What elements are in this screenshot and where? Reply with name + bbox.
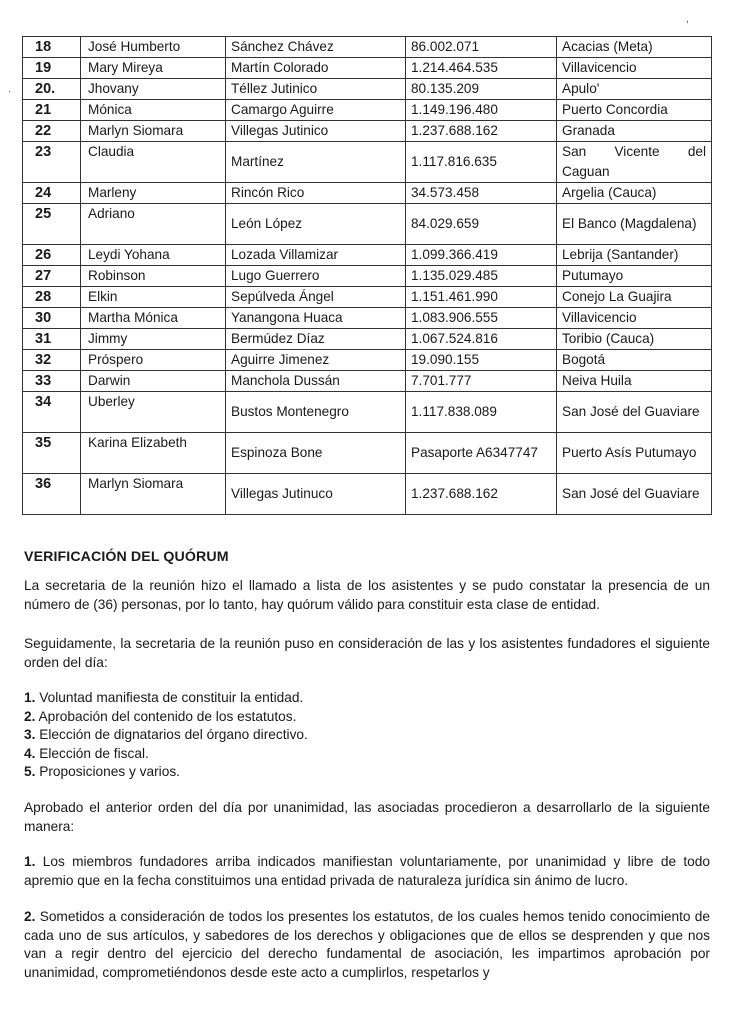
last-name-cell: Bermúdez Díaz (226, 329, 406, 350)
table-row (23, 308, 712, 329)
first-name-cell: Próspero (81, 350, 226, 371)
row-number-cell: 27 (23, 266, 81, 287)
first-name-cell: Jhovany (81, 79, 226, 100)
id-number-cell: 1.151.461.990 (406, 287, 557, 308)
city-cell: Argelia (Cauca) (557, 183, 712, 204)
id-number-cell: 1.083.906.555 (406, 308, 557, 329)
city-cell: San Vicente del Caguan (557, 142, 712, 183)
first-name-cell: Jimmy (81, 329, 226, 350)
id-number-cell: 19.090.155 (406, 350, 557, 371)
last-name-cell: Sánchez Chávez (226, 37, 406, 58)
row-number-cell: 21 (23, 100, 81, 121)
table-row (23, 350, 712, 371)
last-name-cell: Martín Colorado (226, 58, 406, 79)
first-name-cell: Adriano (81, 204, 226, 245)
table-row (23, 392, 712, 433)
table-row (23, 142, 712, 183)
table-row (23, 58, 712, 79)
last-name-cell: Espinoza Bone (226, 433, 406, 474)
city-cell: Lebrija (Santander) (557, 245, 712, 266)
agenda-list (24, 689, 710, 782)
last-name-cell: Bustos Montenegro (226, 392, 406, 433)
id-number-cell: 1.135.029.485 (406, 266, 557, 287)
id-number-cell: 1.067.524.816 (406, 329, 557, 350)
row-number-cell: 19 (23, 58, 81, 79)
row-number-cell: 25 (23, 204, 81, 245)
last-name-cell: Villegas Jutinuco (226, 474, 406, 515)
table-row (23, 37, 712, 58)
first-name-cell: Leydi Yohana (81, 245, 226, 266)
table-row (23, 204, 712, 245)
attendees-table-body (23, 37, 712, 515)
first-name-cell: Robinson (81, 266, 226, 287)
table-row (23, 433, 712, 474)
table-row (23, 266, 712, 287)
row-number-cell: 36 (23, 474, 81, 515)
last-name-cell: Martínez (226, 142, 406, 183)
row-number-cell: 28 (23, 287, 81, 308)
row-number-cell: 20. (23, 79, 81, 100)
table-row (23, 100, 712, 121)
city-cell: Villavicencio (557, 58, 712, 79)
last-name-cell: Manchola Dussán (226, 371, 406, 392)
city-cell: Neiva Huila (557, 371, 712, 392)
id-number-cell: 1.237.688.162 (406, 474, 557, 515)
city-cell: Granada (557, 121, 712, 142)
city-cell: Puerto Asís Putumayo (557, 433, 712, 474)
row-number-cell: 18 (23, 37, 81, 58)
first-name-cell: Uberley (81, 392, 226, 433)
id-number-cell: 1.237.688.162 (406, 121, 557, 142)
row-number-cell: 35 (23, 433, 81, 474)
agenda-intro-paragraph: Seguidamente, la secretaria de la reunión puso en consideración de las y los asistentes fundadores el siguiente orden del día: (24, 636, 710, 670)
last-name-cell: Camargo Aguirre (226, 100, 406, 121)
first-name-cell: Darwin (81, 371, 226, 392)
table-row (23, 121, 712, 142)
last-name-cell: Sepúlveda Ángel (226, 287, 406, 308)
point-two-paragraph: 2. Sometidos a consideración de todos los presentes los estatutos, de los cuales hemos tenido conocimiento de cada uno de sus artículos, y sabedores de los derechos y obligaciones que de ellos se desprenden y que nos van a regir dentro del ejercicio del derecho fundamental de asociación, les impartimos aprobación por unanimidad, comprometiéndonos desde este acto a cumplirlos, respetarlos y (24, 909, 710, 980)
scan-mark: , (686, 14, 689, 25)
last-name-cell: León López (226, 204, 406, 245)
first-name-cell: Marlyn Siomara (81, 474, 226, 515)
first-name-cell: Marleny (81, 183, 226, 204)
scan-mark: · (8, 86, 12, 97)
last-name-cell: Yanangona Huaca (226, 308, 406, 329)
row-number-cell: 23 (23, 142, 81, 183)
id-number-cell: 7.701.777 (406, 371, 557, 392)
table-row (23, 287, 712, 308)
row-number-cell: 26 (23, 245, 81, 266)
first-name-cell: Claudia (81, 142, 226, 183)
table-row (23, 183, 712, 204)
quorum-paragraph: La secretaria de la reunión hizo el llamado a lista de los asistentes y se pudo constatar la presencia de un número de (36) personas, por lo tanto, hay quórum válido para constituir esta clase de entidad. (24, 578, 710, 612)
row-number-cell: 31 (23, 329, 81, 350)
id-number-cell: Pasaporte A6347747 (406, 433, 557, 474)
id-number-cell: 1.117.816.635 (406, 142, 557, 183)
row-number-cell: 32 (23, 350, 81, 371)
row-number-cell: 22 (23, 121, 81, 142)
id-number-cell: 1.117.838.089 (406, 392, 557, 433)
city-cell: El Banco (Magdalena) (557, 204, 712, 245)
row-number-cell: 33 (23, 371, 81, 392)
city-cell: San José del Guaviare (557, 392, 712, 433)
agenda-item: 1. Voluntad manifiesta de constituir la entidad. (24, 690, 304, 705)
table-row (23, 371, 712, 392)
last-name-cell: Villegas Jutinico (226, 121, 406, 142)
row-number-cell: 24 (23, 183, 81, 204)
last-name-cell: Rincón Rico (226, 183, 406, 204)
table-row (23, 474, 712, 515)
table-row (23, 245, 712, 266)
agenda-item: 2. Aprobación del contenido de los estatutos. (24, 708, 297, 724)
id-number-cell: 1.149.196.480 (406, 100, 557, 121)
last-name-cell: Aguirre Jimenez (226, 350, 406, 371)
last-name-cell: Téllez Jutinico (226, 79, 406, 100)
id-number-cell: 1.099.366.419 (406, 245, 557, 266)
id-number-cell: 84.029.659 (406, 204, 557, 245)
city-cell: Acacias (Meta) (557, 37, 712, 58)
id-number-cell: 80.135.209 (406, 79, 557, 100)
attendees-table (22, 36, 712, 515)
city-cell: Bogotá (557, 350, 712, 371)
row-number-cell: 34 (23, 392, 81, 433)
first-name-cell: José Humberto (81, 37, 226, 58)
agenda-item: 3. Elección de dignatarios del órgano directivo. (24, 727, 308, 743)
agenda-item: 5. Proposiciones y varios. (24, 764, 180, 780)
city-cell: Toribio (Cauca) (557, 329, 712, 350)
city-cell: Apulo' (557, 79, 712, 100)
first-name-cell: Karina Elizabeth (81, 433, 226, 474)
first-name-cell: Martha Mónica (81, 308, 226, 329)
first-name-cell: Mónica (81, 100, 226, 121)
point-one-paragraph: 1. Los miembros fundadores arriba indicados manifiestan voluntariamente, por unanimidad y libre de todo apremio que en la fecha constituimos una entidad privada de naturaleza jurídica sin ánimo de lucro. (24, 854, 710, 888)
table-row (23, 329, 712, 350)
last-name-cell: Lozada Villamizar (226, 245, 406, 266)
city-cell: Putumayo (557, 266, 712, 287)
agenda-item: 4. Elección de fiscal. (24, 745, 149, 761)
first-name-cell: Mary Mireya (81, 58, 226, 79)
first-name-cell: Elkin (81, 287, 226, 308)
table-row (23, 79, 712, 100)
city-cell: San José del Guaviare (557, 474, 712, 515)
id-number-cell: 86.002.071 (406, 37, 557, 58)
approval-paragraph: Aprobado el anterior orden del día por unanimidad, las asociadas procedieron a desarrollarlo de la siguiente manera: (24, 800, 710, 834)
city-cell: Puerto Concordia (557, 100, 712, 121)
last-name-cell: Lugo Guerrero (226, 266, 406, 287)
city-cell: Villavicencio (557, 308, 712, 329)
row-number-cell: 30 (23, 308, 81, 329)
city-cell: Conejo La Guajira (557, 287, 712, 308)
section-heading: VERIFICACIÓN DEL QUÓRUM (24, 549, 229, 565)
id-number-cell: 1.214.464.535 (406, 58, 557, 79)
first-name-cell: Marlyn Siomara (81, 121, 226, 142)
id-number-cell: 34.573.458 (406, 183, 557, 204)
